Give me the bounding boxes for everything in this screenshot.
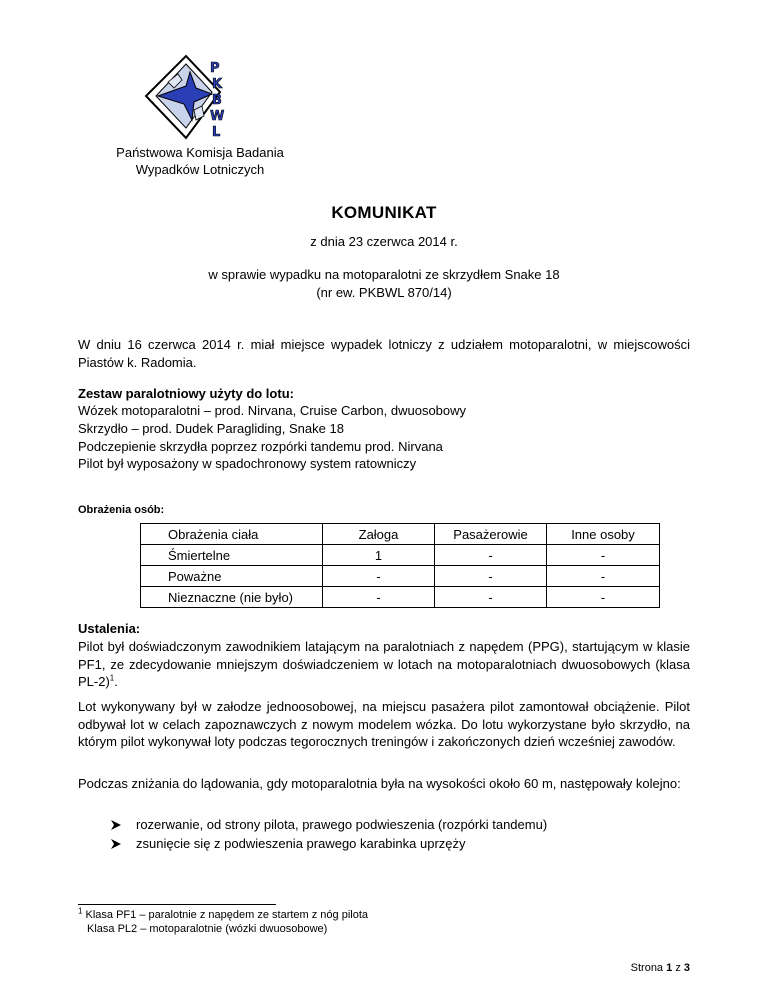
table-row <box>141 545 660 566</box>
findings-paragraph-1 <box>78 638 690 691</box>
document-title: KOMUNIKAT <box>331 203 437 222</box>
findings-heading: Ustalenia: <box>78 621 141 636</box>
subject-line2: (nr ew. PKBWL 870/14) <box>316 285 452 300</box>
list-item-text: rozerwanie, od strony pilota, prawego podwieszenia (rozpórki tandemu) <box>136 817 548 832</box>
table-header-cell: Pasażerowie <box>435 524 547 545</box>
svg-text:L: L <box>212 125 221 140</box>
table-row <box>141 566 660 587</box>
document-date: z dnia 23 czerwca 2014 r. <box>310 234 458 249</box>
table-cell: - <box>547 566 660 587</box>
logo-puzzle-diamond <box>146 56 220 138</box>
equipment-line: Wózek motoparalotni – prod. Nirvana, Cruise Carbon, dwuosobowy <box>78 403 467 418</box>
table-header-cell: Obrażenia ciała <box>141 524 323 545</box>
list-item-text: zsunięcie się z podwieszenia prawego karabinka uprzęży <box>136 836 466 851</box>
findings-paragraph-2: Lot wykonywany był w załodze jednoosobowej, na miejscu pasażera pilot zamontował obciążenie. Pilot odbywał lot w celach zapoznawczych z nowym modelem wózka. Do lotu wykorzystane było skrzydło, na którym pilot wykonywał loty podczas tegorocznych treningów i zakończonych dzień wcześniej zawodów. <box>78 699 690 749</box>
footnote-line2: Klasa PL2 – motoparalotnie (wózki dwuosobowe) <box>87 923 328 935</box>
svg-text:B: B <box>212 93 222 108</box>
table-cell: - <box>547 545 660 566</box>
svg-text:W: W <box>210 109 225 124</box>
page-number <box>631 962 690 974</box>
equipment-line: Skrzydło – prod. Dudek Paragliding, Snake 18 <box>78 420 344 436</box>
findings-text-end: . <box>114 674 118 689</box>
intro-paragraph: W dniu 16 czerwca 2014 r. miał miejsce wypadek lotniczy z udziałem motoparalotni, w miejscowości Piastów k. Radomia. <box>78 337 690 370</box>
findings-paragraph-3: Podczas zniżania do lądowania, gdy motoparalotnia była na wysokości około 60 m, następowały kolejno: <box>78 776 681 791</box>
footnote-separator <box>78 904 276 905</box>
table-cell: - <box>323 587 435 608</box>
pkbwl-logo <box>138 50 248 142</box>
table-row <box>141 587 660 608</box>
org-name-line1: Państwowa Komisja Badania <box>116 145 284 160</box>
list-item <box>110 815 547 834</box>
arrow-bullet-icon <box>110 838 136 850</box>
equipment-list <box>78 402 690 473</box>
footnote-number: 1 <box>78 906 83 916</box>
table-cell: 1 <box>323 545 435 566</box>
table-header-cell: Inne osoby <box>547 524 660 545</box>
arrow-bullet-icon <box>110 819 136 831</box>
list-item <box>110 834 547 853</box>
table-cell: - <box>435 566 547 587</box>
svg-text:P: P <box>210 61 220 76</box>
table-cell: Poważne <box>141 566 323 587</box>
footnote <box>78 908 368 936</box>
equipment-heading: Zestaw paralotniowy użyty do lotu: <box>78 386 294 401</box>
org-name-line2: Wypadków Lotniczych <box>135 162 265 177</box>
equipment-line: Pilot był wyposażony w spadochronowy system ratowniczy <box>78 456 417 472</box>
table-cell: - <box>435 587 547 608</box>
footnote-line1 <box>78 908 368 922</box>
table-cell: Śmiertelne <box>141 545 323 566</box>
footnote-text: Klasa PF1 – paralotnie z napędem ze startem z nóg pilota <box>85 909 369 921</box>
injuries-heading: Obrażenia osób: <box>78 504 165 516</box>
injuries-table <box>140 523 660 608</box>
logo-letters <box>210 61 224 140</box>
table-cell: Nieznaczne (nie było) <box>141 587 323 608</box>
page-sep: z <box>675 962 681 974</box>
svg-text:K: K <box>212 77 223 92</box>
findings-text: Pilot był doświadczonym zawodnikiem latającym na paralotniach z napędem (PPG), startującym w klasie PF1, ze zdecydowanie mniejszym doświadczeniem w lotach na motoparalotniach dwuosobowych (klasa PL-2) <box>78 639 690 689</box>
page-total: 3 <box>683 962 690 974</box>
table-header-row <box>141 524 660 545</box>
subject-line1: w sprawie wypadku na motoparalotni ze skrzydłem Snake 18 <box>208 267 560 282</box>
page-prefix: Strona <box>630 962 664 974</box>
table-cell: - <box>435 545 547 566</box>
table-cell: - <box>547 587 660 608</box>
findings-bullet-list <box>110 815 547 853</box>
page-current: 1 <box>666 962 673 974</box>
table-cell: - <box>323 566 435 587</box>
table-header-cell: Załoga <box>323 524 435 545</box>
equipment-line: Podczepienie skrzydła poprzez rozpórki tandemu prod. Nirvana <box>78 438 443 454</box>
footnote-ref: 1 <box>109 673 115 683</box>
